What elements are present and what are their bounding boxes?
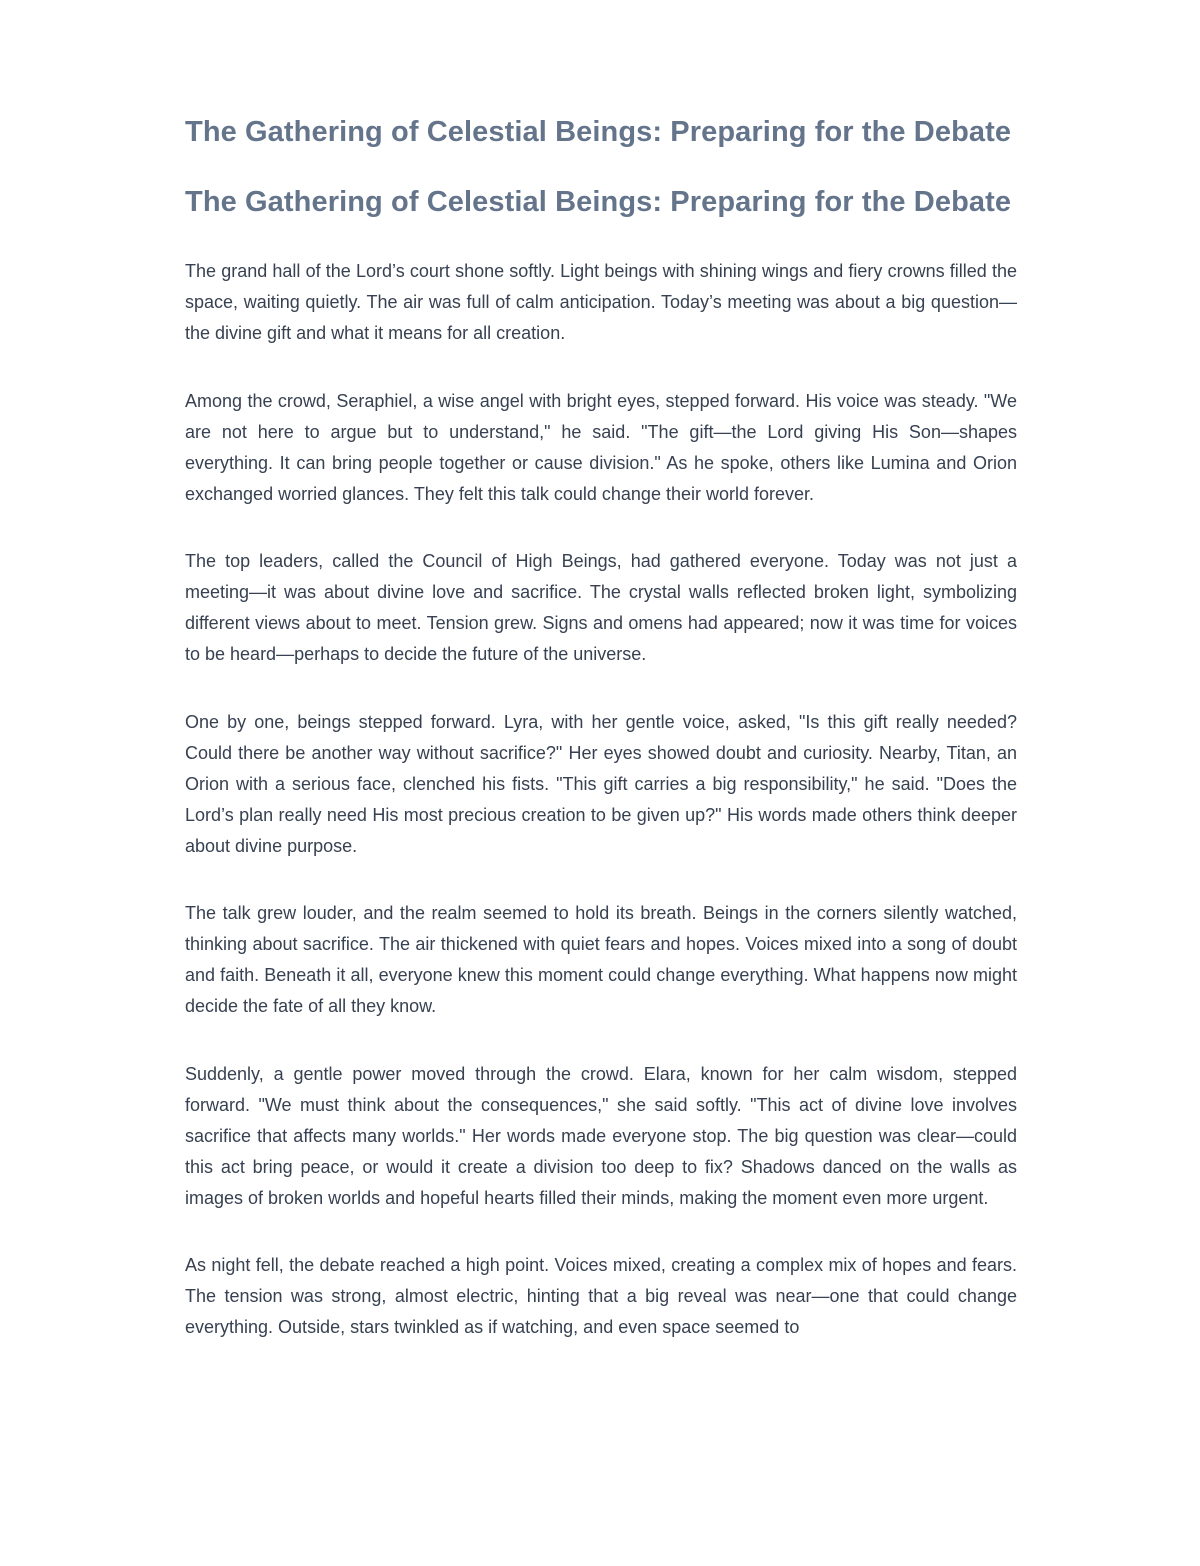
paragraph: The talk grew louder, and the realm seemed to hold its breath. Beings in the corners silently watched, thinking about sacrifice. The air thickened with quiet fears and hopes. Voices mixed into a song of doubt and faith. Beneath it all, everyone knew this moment could change everything. What happens now might decide the fate of all they know. [185,903,1017,1016]
document-page [185,0,1017,1420]
paragraph: The grand hall of the Lord’s court shone softly. Light beings with shining wings and fiery crowns filled the space, waiting quietly. The air was full of calm anticipation. Today’s meeting was about a big question—the divine gift and what it means for all creation. [185,261,1017,343]
document-body [185,256,1017,1380]
document-title: The Gathering of Celestial Beings: Preparing for the Debate [185,116,1012,148]
paragraph: As night fell, the debate reached a high point. Voices mixed, creating a complex mix of hopes and fears. The tension was strong, almost electric, hinting that a big reveal was near—one that could change everything. Outside, stars twinkled as if watching, and even space seemed to [185,1255,1017,1337]
paragraph: The top leaders, called the Council of High Beings, had gathered everyone. Today was not just a meeting—it was about divine love and sacrifice. The crystal walls reflected broken light, symbolizing different views about to meet. Tension grew. Signs and omens had appeared; now it was time for voices to be heard—perhaps to decide the future of the universe. [185,551,1017,664]
paragraph: Among the crowd, Seraphiel, a wise angel with bright eyes, stepped forward. His voice was steady. "We are not here to argue but to understand," he said. "The gift—the Lord giving His Son—shapes everything. It can bring people together or cause division." As he spoke, others like Lumina and Orion exchanged worried glances. They felt this talk could change their world forever. [185,390,1017,504]
paragraph: One by one, beings stepped forward. Lyra, with her gentle voice, asked, "Is this gift really needed? Could there be another way without sacrifice?" Her eyes showed doubt and curiosity. Nearby, Titan, an Orion with a serious face, clenched his fists. "This gift carries a big responsibility," he said. "Does the Lord’s plan really need His most precious creation to be given up?" His words made others think deeper about divine purpose. [185,711,1017,856]
section-heading: The Gathering of Celestial Beings: Preparing for the Debate [185,186,1012,218]
paragraph: Suddenly, a gentle power moved through the crowd. Elara, known for her calm wisdom, stepped forward. "We must think about the consequences," she said softly. "This act of divine love involves sacrifice that affects many worlds." Her words made everyone stop. The big question was clear—could this act bring peace, or would it create a division too deep to fix? Shadows danced on the walls as images of broken worlds and hopeful hearts filled their minds, making the moment even more urgent. [185,1063,1017,1208]
